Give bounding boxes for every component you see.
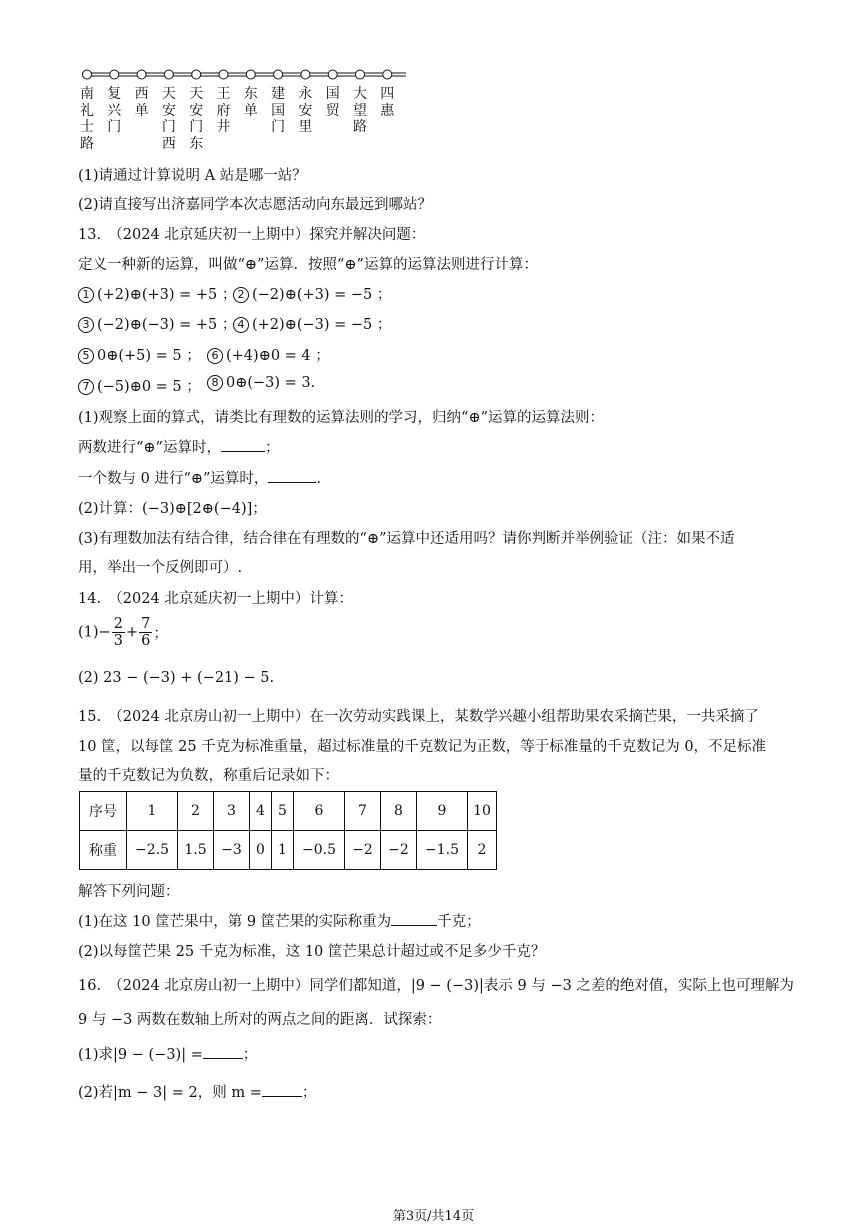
table-cell: 9	[417, 792, 468, 831]
station-name-char: 门	[271, 119, 286, 135]
table-cell: 0	[250, 831, 272, 870]
fraction-2	[139, 616, 152, 649]
table-cell: −3	[214, 831, 250, 870]
station-name-char: 王	[216, 86, 231, 102]
station-node	[328, 70, 337, 79]
rule-expression: (−5)⊕0 = 5 ；	[97, 379, 201, 395]
station-name-char: 路	[80, 135, 94, 152]
station-node	[274, 70, 283, 79]
subway-line-diagram	[80, 69, 410, 152]
station-name-char: 安	[161, 102, 176, 119]
station-name-char: 门	[189, 119, 204, 135]
q16-part2-end: ；	[301, 1085, 317, 1101]
answer-blank[interactable]	[221, 439, 265, 452]
station-name	[79, 86, 95, 152]
fraction-denominator: 3	[113, 633, 123, 649]
station-name-char: 安	[298, 102, 313, 119]
fraction-numerator: 7	[141, 616, 151, 632]
station-name-char: 礼	[80, 102, 94, 119]
plus-sign: +	[125, 624, 139, 641]
station-name-char: 单	[243, 102, 258, 119]
circled-number: 8	[207, 375, 223, 391]
station-name	[325, 86, 341, 119]
q13-intro: 定义一种新的运算，叫做“⊕”运算．按照“⊕”运算的运算法则进行计算：	[78, 257, 538, 273]
station-name-char: 天	[189, 86, 204, 102]
circled-number: 2	[233, 287, 249, 303]
q15-part1-text: (1)在这 10 筐芒果中，第 9 筐芒果的实际称重为	[78, 914, 392, 930]
station-name-char: 望	[353, 102, 367, 119]
fraction-1	[112, 616, 125, 649]
q13-part2: (2)计算：(−3)⊕[2⊕(−4)]；	[78, 501, 267, 517]
table-cell: 1	[272, 831, 294, 870]
station-node	[219, 70, 228, 79]
table-cell: −2	[381, 831, 417, 870]
q15-answer-intro: 解答下列问题：	[78, 884, 180, 900]
station-name-char: 东	[189, 135, 204, 152]
rule-expression: 0⊕(−3) = 3.	[226, 375, 316, 391]
station-name	[106, 86, 122, 136]
station-name-char: 国	[271, 102, 286, 119]
station-node	[192, 70, 201, 79]
table-cell: 7	[345, 792, 381, 831]
table-cell: −2	[345, 831, 381, 870]
q13-rule-5	[78, 344, 201, 365]
station-name-char: 东	[243, 86, 258, 102]
q14-part1	[78, 616, 168, 649]
q16-part2-text: (2)若	[78, 1085, 114, 1101]
circled-number: 7	[78, 379, 94, 395]
q14-part1-end: ；	[153, 626, 168, 642]
answer-blank[interactable]	[268, 470, 316, 483]
q16-part2	[78, 1081, 316, 1102]
absolute-value-equation: |m − 3| = 2，则 m =	[113, 1085, 262, 1101]
q13-rule-1	[78, 283, 236, 304]
q13-part3-line2: 用，举出一个反例即可）.	[78, 560, 243, 576]
q13-header: 13. （2024 北京延庆初一上期中）探究并解决问题：	[78, 227, 426, 243]
rule-expression: (−2)⊕(−3) = +5 ；	[97, 317, 237, 333]
subway-line-svg	[80, 69, 410, 83]
table-cell: −2.5	[127, 831, 178, 870]
station-name-char: 门	[161, 119, 176, 135]
q14-header: 14. （2024 北京延庆初一上期中）计算：	[78, 591, 353, 607]
circled-number: 1	[78, 287, 94, 303]
station-name-char: 建	[271, 86, 286, 102]
circled-number: 6	[207, 348, 223, 364]
q16-line2: 9 与 −3 两数在数轴上所对的两点之间的距离．试探索：	[78, 1012, 442, 1028]
table-cell: 2	[468, 831, 497, 870]
absolute-value-expression: |9 − (−3)|	[410, 978, 484, 994]
rule-expression: (−2)⊕(+3) = −5 ；	[252, 287, 392, 303]
q13-part1b-end: .	[316, 471, 322, 487]
station-node	[246, 70, 255, 79]
page-footer: 第3页/共14页	[392, 1209, 475, 1224]
station-name-char: 贸	[325, 102, 340, 119]
station-name-char: 士	[80, 119, 94, 135]
table-row	[80, 831, 497, 870]
row-header-number: 序号	[80, 792, 127, 831]
q13-rule-6	[207, 344, 330, 365]
station-name-char: 大	[353, 86, 367, 102]
q14-part2: (2) 23 − (−3) + (−21) − 5.	[78, 670, 275, 686]
station-node	[164, 70, 173, 79]
station-node	[110, 70, 119, 79]
circled-number: 5	[78, 348, 94, 364]
station-name	[216, 86, 232, 136]
station-name	[379, 86, 395, 119]
q12-part2: (2)请直接写出济嘉同学本次志愿活动向东最远到哪站？	[78, 197, 433, 213]
q15-line3: 量的千克数记为负数，称重后记录如下：	[78, 768, 339, 784]
table-cell: 1.5	[178, 831, 214, 870]
q16-part1-end: ；	[242, 1047, 258, 1063]
table-cell: 6	[294, 792, 345, 831]
table-cell: −0.5	[294, 831, 345, 870]
q16-part1-text: (1)求	[78, 1047, 114, 1063]
q13-part1b-text: 一个数与 0 进行“⊕”运算时，	[78, 471, 269, 487]
station-name	[243, 86, 259, 119]
q13-rule-8	[207, 375, 315, 391]
station-name	[134, 86, 150, 119]
station-name	[188, 86, 204, 152]
station-name-char: 西	[134, 86, 149, 102]
station-node	[137, 70, 146, 79]
q16-header	[78, 974, 794, 995]
station-name	[352, 86, 368, 136]
station-name	[297, 86, 313, 136]
answer-blank[interactable]	[262, 1084, 302, 1097]
answer-blank[interactable]	[203, 1046, 243, 1059]
station-name-char: 门	[107, 119, 122, 135]
q13-part1b	[78, 467, 321, 488]
absolute-value-expression: |9 − (−3)| =	[113, 1047, 203, 1063]
q15-part1	[78, 910, 481, 931]
rule-expression: 0⊕(+5) = 5 ；	[97, 348, 201, 364]
row-header-weight: 称重	[80, 831, 127, 870]
q13-part1a-text: 两数进行“⊕”运算时，	[78, 440, 221, 456]
rule-expression: (+2)⊕(−3) = −5 ；	[252, 317, 392, 333]
table-cell: 3	[214, 792, 250, 831]
station-name-char: 永	[298, 86, 313, 102]
q14-part1-prefix: (1)−	[78, 624, 111, 641]
q15-part2: (2)以每筐芒果 25 千克为标准，这 10 筐芒果总计超过或不足多少千克？	[78, 944, 546, 960]
station-node	[301, 70, 310, 79]
station-name-char: 西	[161, 135, 176, 152]
station-node	[356, 70, 365, 79]
table-row	[80, 792, 497, 831]
station-name	[270, 86, 286, 136]
q15-part1-unit: 千克；	[437, 914, 481, 930]
fraction-numerator: 2	[113, 616, 123, 632]
q16-part1	[78, 1043, 257, 1064]
table-cell: 2	[178, 792, 214, 831]
station-name-char: 单	[134, 102, 149, 119]
station-name	[161, 86, 177, 152]
q13-part3-line1: (3)有理数加法有结合律，结合律在有理数的“⊕”运算中还适用吗？请你判断并举例验证（注：如果不适	[78, 531, 735, 547]
station-name-char: 南	[80, 86, 94, 102]
q13-part1: (1)观察上面的算式，请类比有理数的运算法则的学习，归纳“⊕”运算的运算法则：	[78, 410, 605, 426]
station-name-char: 府	[216, 102, 231, 119]
q13-rule-4	[233, 313, 391, 334]
station-name-char: 国	[325, 86, 340, 102]
q13-rule-3	[78, 313, 236, 334]
station-name-char: 兴	[107, 102, 122, 119]
circled-number: 3	[78, 317, 94, 333]
q13-part1a	[78, 436, 279, 457]
q13-rule-7	[78, 375, 201, 396]
table-cell: 1	[127, 792, 178, 831]
q13-rule-2	[233, 283, 391, 304]
weight-table	[79, 791, 497, 870]
station-name-char: 井	[216, 119, 231, 135]
table-cell: 5	[272, 792, 294, 831]
q13-part1a-end: ；	[264, 440, 280, 456]
station-node	[83, 70, 92, 79]
q16-header-text-2: 表示 9 与 −3 之差的绝对值，实际上也可理解为	[483, 978, 794, 994]
table-cell: 10	[468, 792, 497, 831]
station-name-char: 四	[380, 86, 395, 102]
table-cell: 8	[381, 792, 417, 831]
rule-expression: (+2)⊕(+3) = +5 ；	[97, 287, 237, 303]
table-cell: 4	[250, 792, 272, 831]
station-name-char: 惠	[380, 102, 395, 119]
answer-blank[interactable]	[391, 913, 437, 926]
rule-expression: (+4)⊕0 = 4 ；	[226, 348, 330, 364]
station-name-char: 路	[353, 119, 367, 135]
station-name-char: 复	[107, 86, 122, 102]
station-name-char: 里	[298, 119, 313, 135]
table-cell: −1.5	[417, 831, 468, 870]
fraction-denominator: 6	[141, 633, 151, 649]
station-name-char: 天	[161, 86, 176, 102]
q15-header: 15. （2024 北京房山初一上期中）在一次劳动实践课上，某数学兴趣小组帮助果农采摘芒果，一共采摘了	[78, 709, 759, 725]
q12-part1: (1)请通过计算说明 A 站是哪一站？	[78, 168, 307, 184]
station-node	[383, 70, 392, 79]
station-name-char: 安	[189, 102, 204, 119]
q15-line2: 10 筐，以每筐 25 千克为标准重量，超过标准量的千克数记为正数，等于标准量的千克数记为 0，不足标准	[78, 739, 767, 755]
q16-header-text: 16. （2024 北京房山初一上期中）同学们都知道，	[78, 978, 411, 994]
circled-number: 4	[233, 317, 249, 333]
